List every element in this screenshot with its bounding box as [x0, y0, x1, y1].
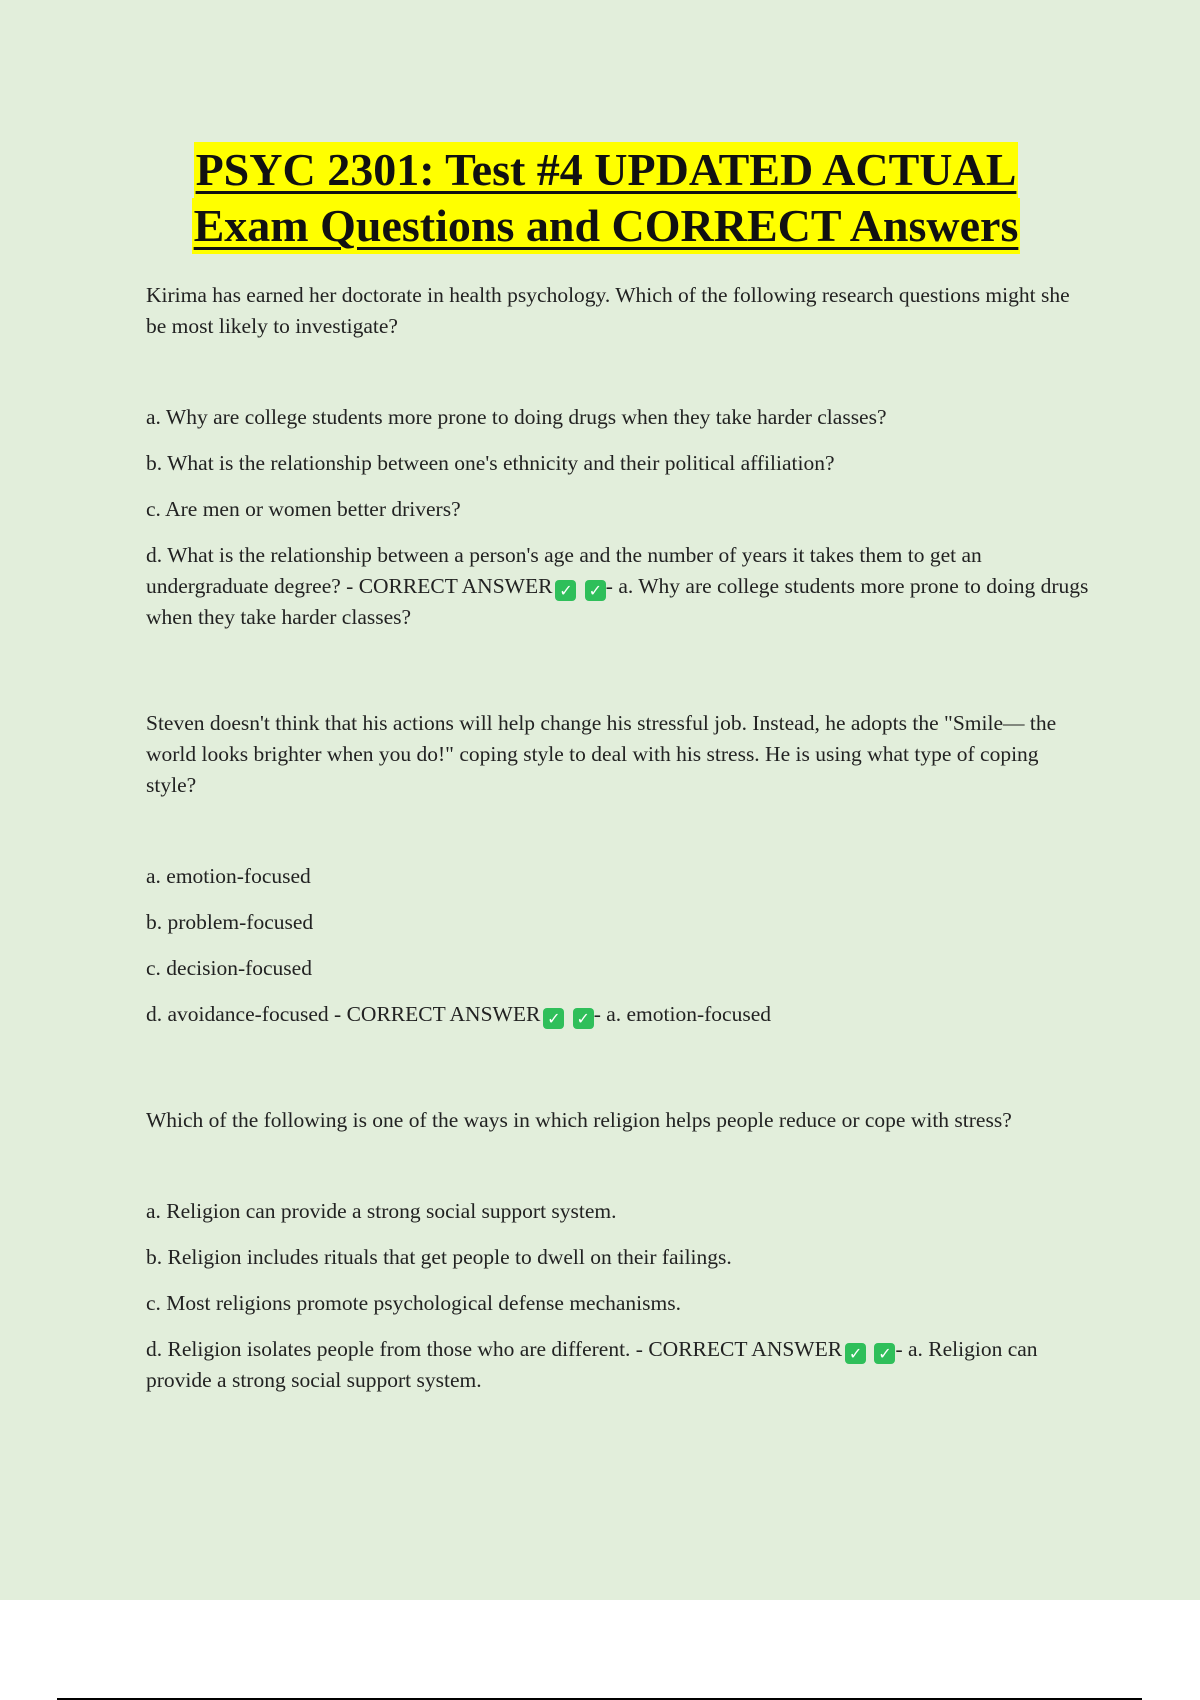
question-1: [146, 280, 1091, 633]
option-d: d. Religion isolates people from those who are different. - CORRECT ANSWER: [146, 1337, 843, 1361]
option-c: c. decision-focused: [146, 956, 312, 980]
question-list: [146, 280, 1091, 1471]
correct-answer: - a. emotion-focused: [593, 1002, 771, 1026]
title-line-1: PSYC 2301: Test #4 UPDATED ACTUAL: [194, 142, 1019, 198]
option-d: d. What is the relationship between a person's age and the number of years it takes them to get an undergraduate degree? - CORRECT ANSWER: [146, 543, 982, 598]
check-box-icon: ✓: [874, 1343, 895, 1364]
option-c: c. Are men or women better drivers?: [146, 497, 461, 521]
option-a: a. Religion can provide a strong social support system.: [146, 1199, 617, 1223]
correct-answer: - a. Religion can provide a strong social support system.: [146, 1337, 1038, 1392]
option-a: a. emotion-focused: [146, 864, 311, 888]
question-3: [146, 1105, 1091, 1396]
option-d-with-answer: [146, 1334, 1091, 1396]
check-box-icon: ✓: [543, 1008, 564, 1029]
check-box-icon: ✓: [555, 580, 576, 601]
title-line-2: Exam Questions and CORRECT Answers: [192, 198, 1021, 254]
option-b: b. What is the relationship between one's ethnicity and their political affiliation?: [146, 451, 835, 475]
question-text: Which of the following is one of the ways in which religion helps people reduce or cope with stress?: [146, 1108, 1012, 1132]
option-b: b. problem-focused: [146, 910, 314, 934]
option-b: b. Religion includes rituals that get people to dwell on their failings.: [146, 1245, 732, 1269]
question-text: Steven doesn't think that his actions will help change his stressful job. Instead, he adopts the "Smile— the world looks brighter when you do!" coping style to deal with his stress. He is using what type of coping style?: [146, 711, 1057, 797]
option-d-with-answer: [146, 999, 1091, 1030]
page-title: [145, 142, 1067, 254]
check-box-icon: ✓: [845, 1343, 866, 1364]
option-d: d. avoidance-focused - CORRECT ANSWER: [146, 1002, 541, 1026]
option-d-with-answer: [146, 540, 1091, 633]
check-box-icon: ✓: [573, 1008, 594, 1029]
correct-answer: - a. Why are college students more prone to doing drugs when they take harder classes?: [146, 574, 1089, 629]
option-c: c. Most religions promote psychological defense mechanisms.: [146, 1291, 681, 1315]
question-text: Kirima has earned her doctorate in health psychology. Which of the following research questions might she be most likely to investigate?: [146, 283, 1070, 338]
question-2: [146, 708, 1091, 1030]
option-a: a. Why are college students more prone to doing drugs when they take harder classes?: [146, 405, 887, 429]
check-box-icon: ✓: [585, 580, 606, 601]
